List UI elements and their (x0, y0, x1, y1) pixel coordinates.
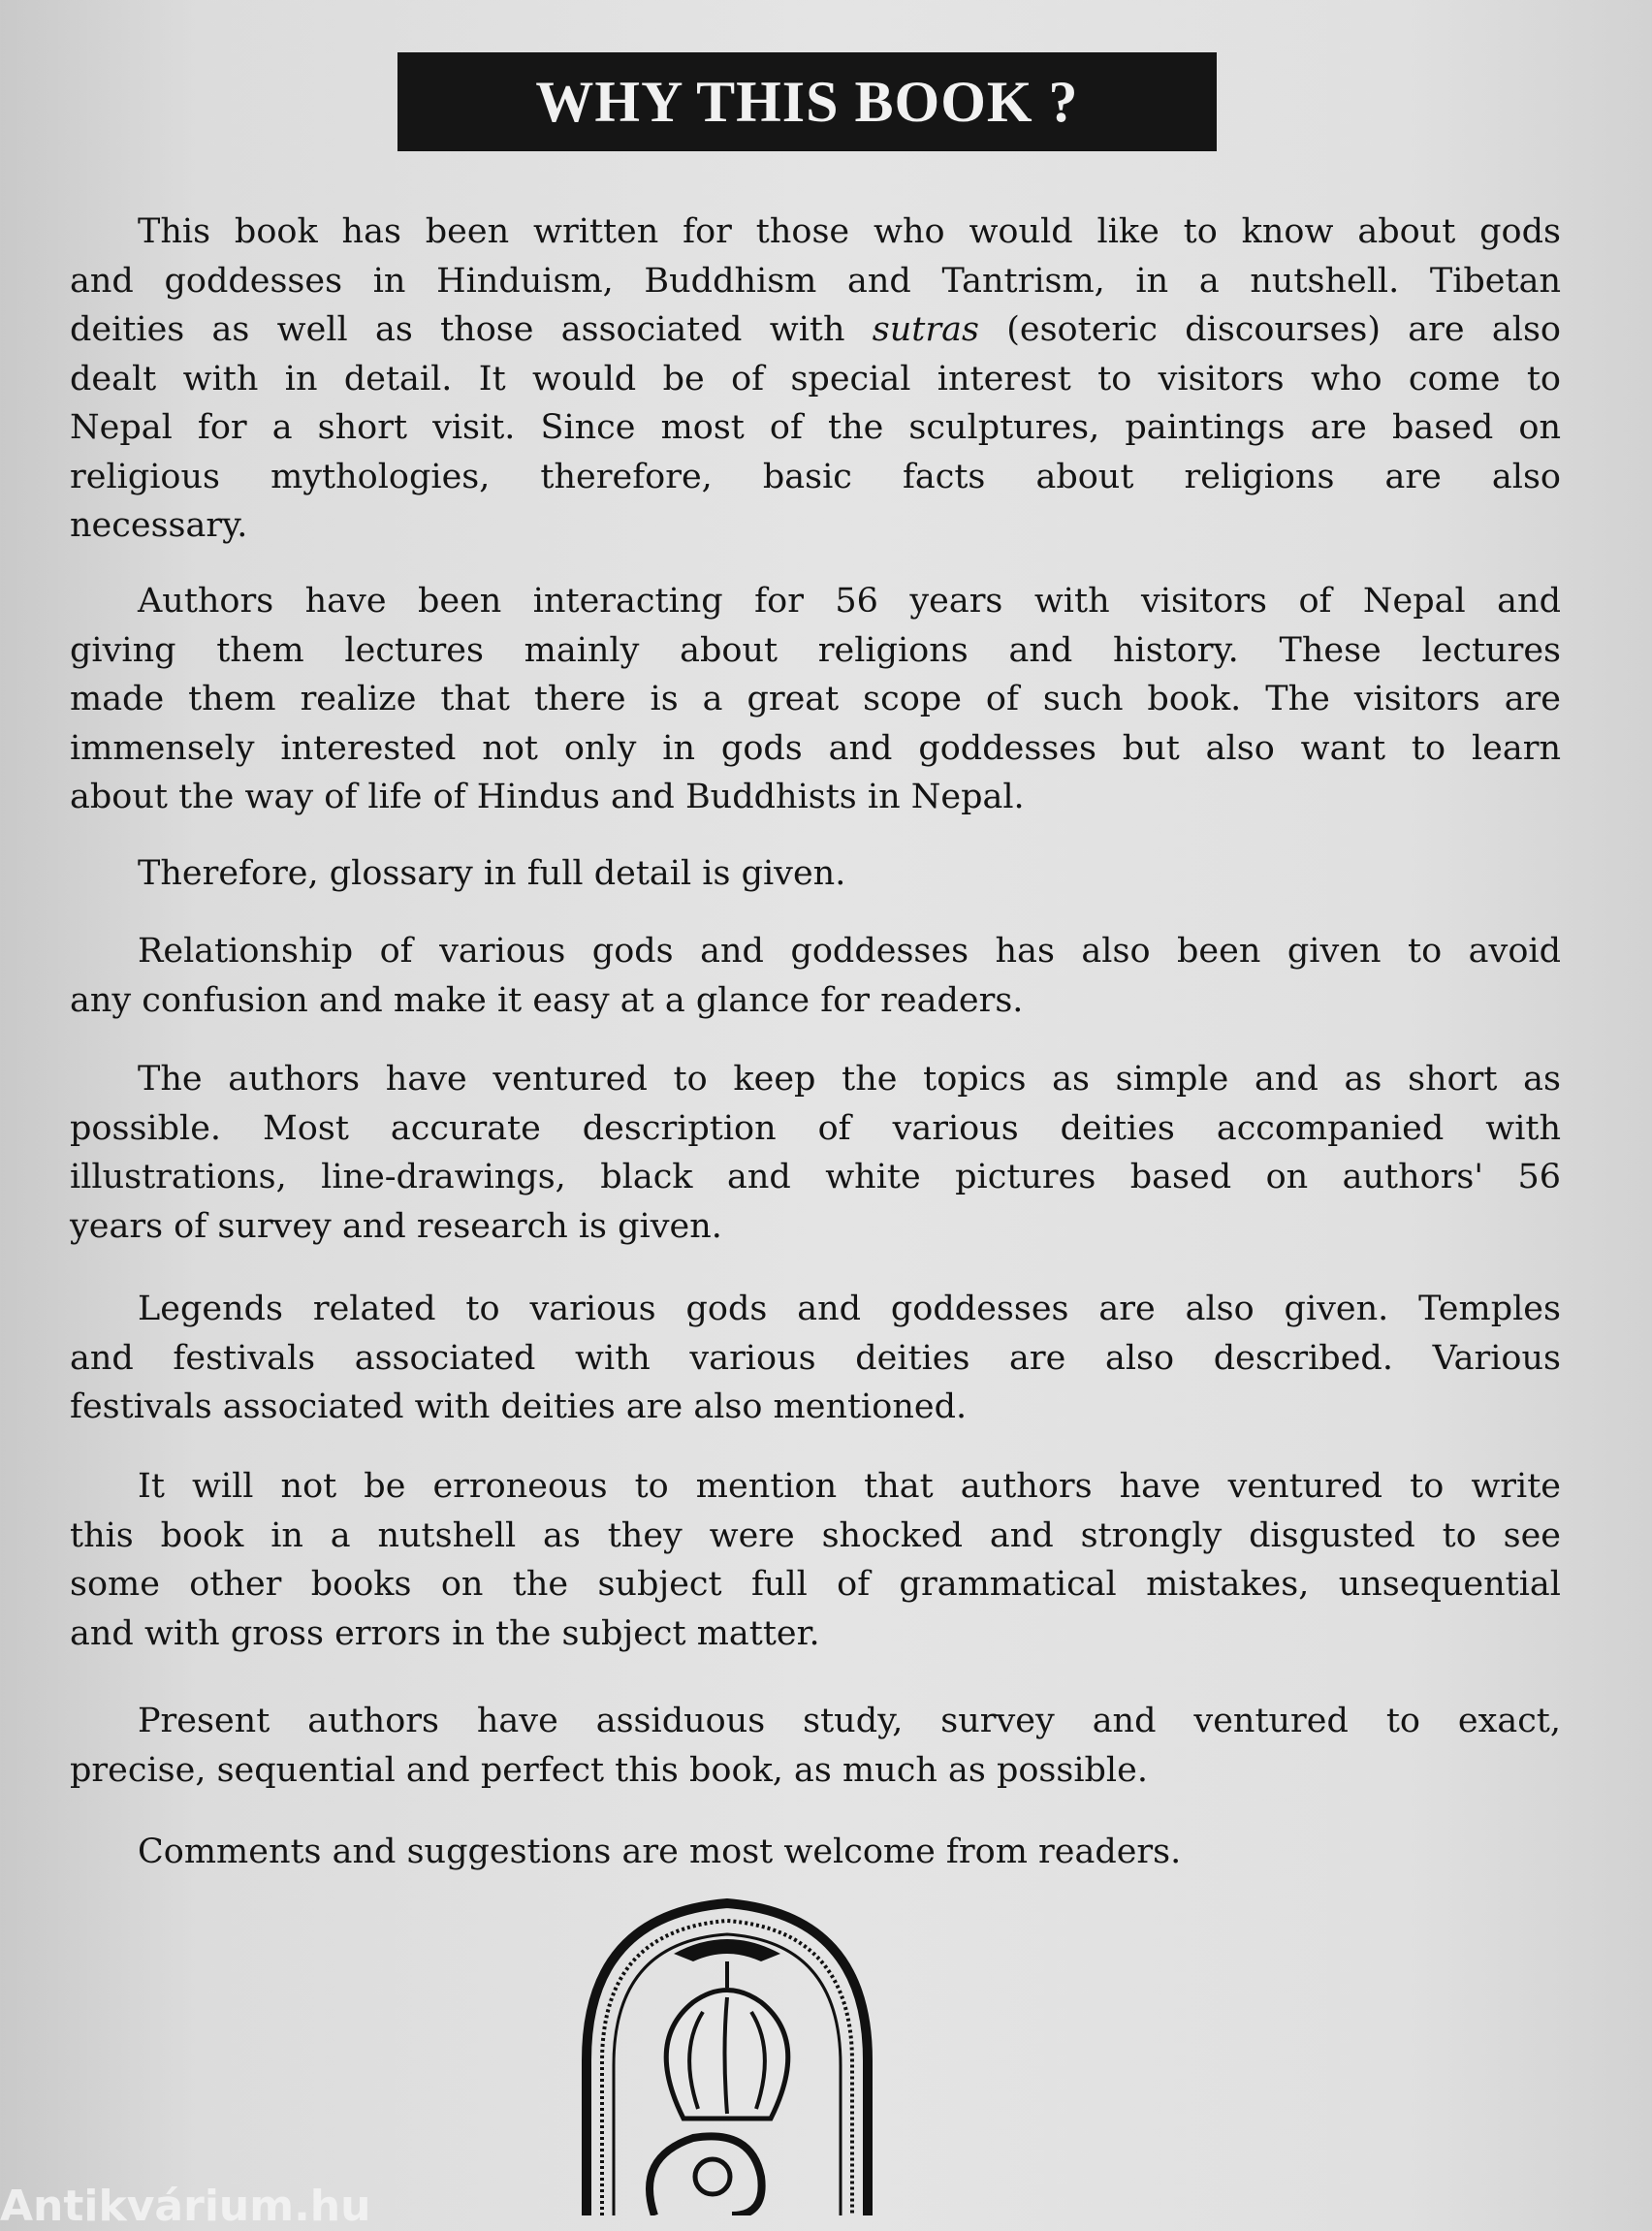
text-line: Therefore, glossary in full detail is given. (138, 854, 846, 893)
text-line: The authors have ventured to keep the topics as simple and as short as (138, 1060, 1561, 1099)
text-line: Comments and suggestions are most welcome from readers. (138, 1833, 1182, 1871)
paragraph (70, 1828, 1561, 1877)
text-line: religious mythologies, therefore, basic facts about religions are also (70, 457, 1561, 496)
text-line: This book has been written for those who would like to know about gods (138, 212, 1561, 251)
text-line: possible. Most accurate description of various deities accompanied with (70, 1108, 1561, 1148)
watermark: Antikvárium.hu (0, 2182, 371, 2231)
page-title: WHY THIS BOOK ? (535, 69, 1079, 134)
text-line: about the way of life of Hindus and Buddhists in Nepal. (70, 778, 1025, 816)
paragraph (70, 1462, 1561, 1658)
text-line: It will not be erroneous to mention that authors have ventured to write (138, 1467, 1561, 1506)
paragraph (70, 1697, 1561, 1795)
paragraph (70, 927, 1561, 1025)
text-line: necessary. (70, 506, 248, 545)
text-line: and with gross errors in the subject matter. (70, 1613, 820, 1653)
text-line: festivals associated with deities are also mentioned. (70, 1387, 968, 1426)
text-line: this book in a nutshell as they were shocked and strongly disgusted to see (70, 1515, 1561, 1555)
text-line: any confusion and make it easy at a glance for readers. (70, 980, 1024, 1020)
text-line: giving them lectures mainly about religions and history. These lectures (70, 630, 1561, 670)
text-line: illustrations, line-drawings, black and white pictures based on authors' 56 (70, 1158, 1561, 1196)
text-line: Nepal for a short visit. Since most of the sculptures, paintings are based on (70, 408, 1561, 447)
italic-term: sutras (872, 310, 979, 349)
text-line: Legends related to various gods and goddesses are also given. Temples (138, 1290, 1561, 1328)
text-line: years of survey and research is given. (70, 1206, 722, 1246)
paragraph (70, 1055, 1561, 1251)
paragraph (70, 1285, 1561, 1432)
paragraph (70, 207, 1561, 551)
title-banner (397, 52, 1217, 151)
text-line: and goddesses in Hinduism, Buddhism and Tantrism, in a nutshell. Tibetan (70, 261, 1561, 301)
paragraph (70, 577, 1561, 822)
text-line: precise, sequential and perfect this book, as much as possible. (70, 1750, 1148, 1790)
paragraph (70, 849, 1561, 899)
text-line: some other books on the subject full of grammatical mistakes, unsequential (70, 1565, 1561, 1604)
text-line: Authors have been interacting for 56 years with visitors of Nepal and (138, 582, 1561, 621)
conch-emblem-illustration (567, 1896, 887, 2215)
text-line: immensely interested not only in gods and goddesses but also want to learn (70, 728, 1561, 768)
text-line: made them realize that there is a great scope of such book. The visitors are (70, 680, 1561, 718)
text-line: deities as well as those associated with sutras (esoteric discourses) are also (70, 310, 1561, 349)
text-line: Present authors have assiduous study, survey and ventured to exact, (138, 1702, 1561, 1740)
text-line: Relationship of various gods and goddesses has also been given to avoid (138, 932, 1561, 971)
text-line: dealt with in detail. It would be of special interest to visitors who come to (70, 359, 1561, 398)
text-line: and festivals associated with various deities are also described. Various (70, 1338, 1561, 1378)
